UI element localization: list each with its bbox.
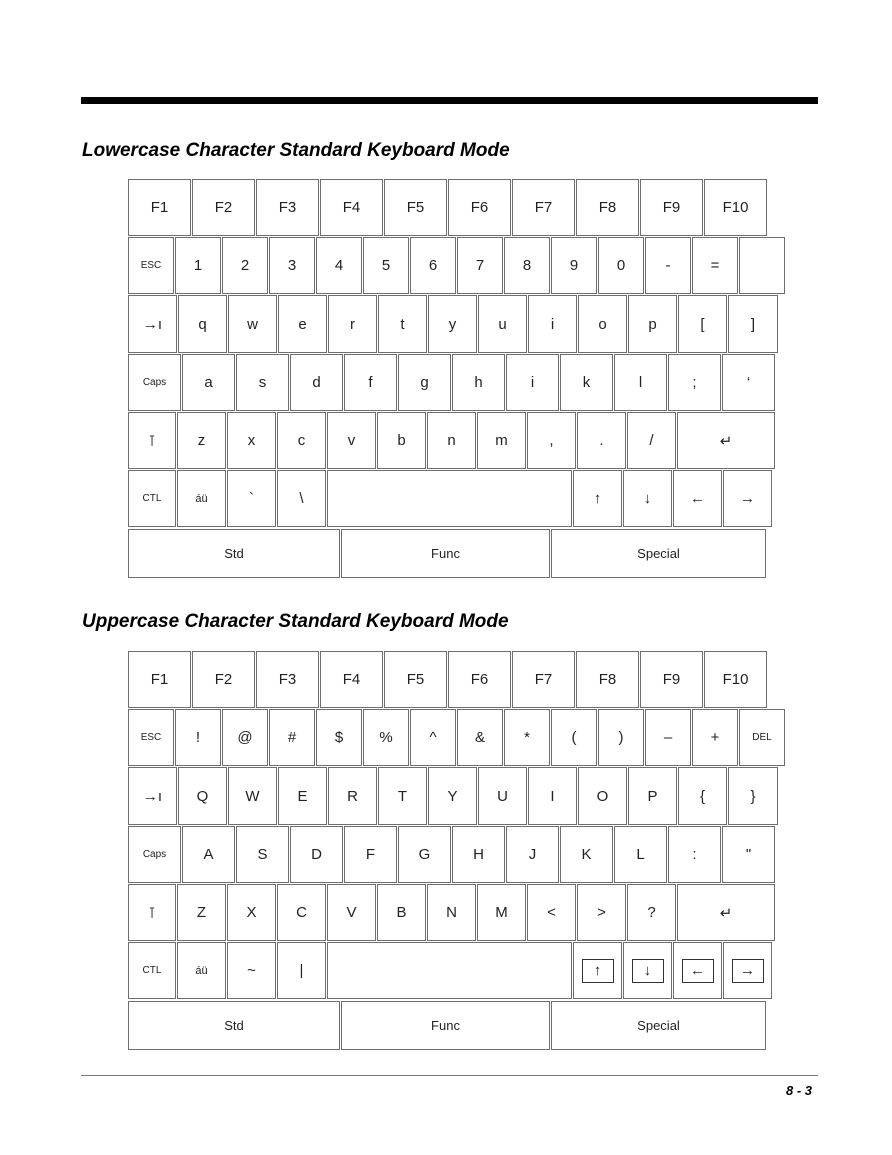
key-1[interactable]: 1 (175, 237, 221, 294)
key-u[interactable]: u (478, 295, 527, 353)
key-tab[interactable]: →ı (128, 767, 177, 825)
key-k[interactable]: k (560, 354, 613, 411)
key-caps[interactable]: Caps (128, 354, 181, 411)
key-space-bar[interactable] (327, 470, 572, 527)
key-f[interactable]: f (344, 354, 397, 411)
key-f5[interactable]: F5 (384, 179, 447, 236)
key-period[interactable]: . (577, 412, 626, 469)
key-right-paren[interactable]: ) (598, 709, 644, 766)
key-y[interactable]: Y (428, 767, 477, 825)
key-less-than[interactable]: < (527, 884, 576, 941)
key-f3[interactable]: F3 (256, 179, 319, 236)
key-double-quote[interactable]: " (722, 826, 775, 883)
key-j[interactable]: J (506, 826, 559, 883)
key-y[interactable]: y (428, 295, 477, 353)
uppercase-keyboard (128, 651, 772, 1050)
key-enter[interactable]: ↵ (677, 412, 775, 469)
key-z[interactable]: Z (177, 884, 226, 941)
key-r[interactable]: R (328, 767, 377, 825)
key-a[interactable]: a (182, 354, 235, 411)
key-shift[interactable]: ⊺ (128, 884, 176, 941)
key-down-arrow[interactable] (623, 942, 672, 999)
key-down-arrow-label: ↓ (632, 959, 664, 983)
key-b[interactable]: B (377, 884, 426, 941)
key-n[interactable]: n (427, 412, 476, 469)
key-d[interactable]: D (290, 826, 343, 883)
key-a[interactable]: A (182, 826, 235, 883)
key-f8[interactable]: F8 (576, 179, 639, 236)
key-quote[interactable]: ‘ (722, 354, 775, 411)
key-asterisk[interactable]: * (504, 709, 550, 766)
key-up-arrow[interactable] (573, 942, 622, 999)
key-m[interactable]: m (477, 412, 526, 469)
page-number: 8 - 3 (785, 1083, 812, 1098)
key-2[interactable]: 2 (222, 237, 268, 294)
key-x[interactable]: x (227, 412, 276, 469)
key-f5[interactable]: F5 (384, 651, 447, 708)
key-percent[interactable]: % (363, 709, 409, 766)
key-caps[interactable]: Caps (128, 826, 181, 883)
key-g[interactable]: G (398, 826, 451, 883)
key-greater-than[interactable]: > (577, 884, 626, 941)
key-l[interactable]: L (614, 826, 667, 883)
lowercase-keyboard (128, 179, 768, 578)
key-u[interactable]: U (478, 767, 527, 825)
key-b[interactable]: b (377, 412, 426, 469)
key-i[interactable]: I (528, 767, 577, 825)
key-ctl[interactable]: CTL (128, 470, 176, 527)
key-left-arrow[interactable] (673, 942, 722, 999)
key-left-brace[interactable]: { (678, 767, 727, 825)
key-x[interactable]: X (227, 884, 276, 941)
key-f[interactable]: F (344, 826, 397, 883)
key-9[interactable]: 9 (551, 237, 597, 294)
key-left-bracket[interactable]: [ (678, 295, 727, 353)
key-ctl[interactable]: CTL (128, 942, 176, 999)
key-hash[interactable]: # (269, 709, 315, 766)
key-left-arrow-label: ← (682, 959, 714, 983)
key-special[interactable]: Special (551, 529, 766, 578)
key-g[interactable]: g (398, 354, 451, 411)
key-m[interactable]: M (477, 884, 526, 941)
key-func[interactable]: Func (341, 1001, 550, 1050)
key-right-arrow[interactable] (723, 942, 772, 999)
key-f10[interactable]: F10 (704, 179, 767, 236)
key-t[interactable]: t (378, 295, 427, 353)
key-f10[interactable]: F10 (704, 651, 767, 708)
uppercase-section-title: Uppercase Character Standard Keyboard Mode (82, 611, 509, 632)
key-v[interactable]: V (327, 884, 376, 941)
key-right-arrow-label: → (732, 959, 764, 983)
key-left-arrow[interactable]: ← (673, 470, 722, 527)
key-f4[interactable]: F4 (320, 179, 383, 236)
key-w[interactable]: w (228, 295, 277, 353)
key-up-arrow[interactable]: ↑ (573, 470, 622, 527)
key-n[interactable]: N (427, 884, 476, 941)
key-shift[interactable]: ⊺ (128, 412, 176, 469)
key-dollar[interactable]: $ (316, 709, 362, 766)
key-q[interactable]: q (178, 295, 227, 353)
key-accent[interactable]: áü (177, 470, 226, 527)
key-tilde[interactable]: ~ (227, 942, 276, 999)
key-f2[interactable]: F2 (192, 651, 255, 708)
key-w[interactable]: W (228, 767, 277, 825)
key-h[interactable]: h (452, 354, 505, 411)
key-exclamation[interactable]: ! (175, 709, 221, 766)
key-f9[interactable]: F9 (640, 651, 703, 708)
key-at[interactable]: @ (222, 709, 268, 766)
key-semicolon[interactable]: ; (668, 354, 721, 411)
key-tab[interactable]: →ı (128, 295, 177, 353)
header-rule (81, 97, 818, 104)
key-3[interactable]: 3 (269, 237, 315, 294)
key-minus[interactable]: - (645, 237, 691, 294)
key-c[interactable]: C (277, 884, 326, 941)
key-up-arrow-label: ↑ (582, 959, 614, 983)
key-k[interactable]: K (560, 826, 613, 883)
key-l[interactable]: l (614, 354, 667, 411)
key-f7[interactable]: F7 (512, 651, 575, 708)
key-o[interactable]: o (578, 295, 627, 353)
key-down-arrow[interactable]: ↓ (623, 470, 672, 527)
key-e[interactable]: E (278, 767, 327, 825)
key-d[interactable]: d (290, 354, 343, 411)
key-z[interactable]: z (177, 412, 226, 469)
key-dash[interactable]: – (645, 709, 691, 766)
key-special[interactable]: Special (551, 1001, 766, 1050)
key-accent[interactable]: áü (177, 942, 226, 999)
key-equals[interactable]: = (692, 237, 738, 294)
key-f1[interactable]: F1 (128, 179, 191, 236)
key-backslash[interactable]: \ (277, 470, 326, 527)
key-question[interactable]: ? (627, 884, 676, 941)
key-5[interactable]: 5 (363, 237, 409, 294)
key-6[interactable]: 6 (410, 237, 456, 294)
key-plus[interactable]: + (692, 709, 738, 766)
key-i[interactable]: i (528, 295, 577, 353)
key-t[interactable]: T (378, 767, 427, 825)
key-e[interactable]: e (278, 295, 327, 353)
key-esc[interactable]: ESC (128, 709, 174, 766)
key-esc[interactable]: ESC (128, 237, 174, 294)
key-f4[interactable]: F4 (320, 651, 383, 708)
key-0[interactable]: 0 (598, 237, 644, 294)
key-h[interactable]: H (452, 826, 505, 883)
key-backtick[interactable]: ` (227, 470, 276, 527)
key-caret[interactable]: ^ (410, 709, 456, 766)
key-s[interactable]: S (236, 826, 289, 883)
key-slash[interactable]: / (627, 412, 676, 469)
key-f6[interactable]: F6 (448, 651, 511, 708)
lowercase-section-title: Lowercase Character Standard Keyboard Mode (82, 140, 510, 161)
key-f2[interactable]: F2 (192, 179, 255, 236)
key-f8[interactable]: F8 (576, 651, 639, 708)
key-p[interactable]: P (628, 767, 677, 825)
key-colon[interactable]: : (668, 826, 721, 883)
key-right-arrow[interactable]: → (723, 470, 772, 527)
key-right-bracket[interactable]: ] (728, 295, 778, 353)
key-i[interactable]: i (506, 354, 559, 411)
key-f6[interactable]: F6 (448, 179, 511, 236)
key-space-bar[interactable] (739, 237, 785, 294)
key-space-bar[interactable] (327, 942, 572, 999)
key-q[interactable]: Q (178, 767, 227, 825)
footer-rule (81, 1075, 818, 1076)
key-std[interactable]: Std (128, 529, 340, 578)
key-comma[interactable]: , (527, 412, 576, 469)
key-p[interactable]: p (628, 295, 677, 353)
key-7[interactable]: 7 (457, 237, 503, 294)
key-f3[interactable]: F3 (256, 651, 319, 708)
key-right-brace[interactable]: } (728, 767, 778, 825)
key-s[interactable]: s (236, 354, 289, 411)
key-left-paren[interactable]: ( (551, 709, 597, 766)
key-c[interactable]: c (277, 412, 326, 469)
key-std[interactable]: Std (128, 1001, 340, 1050)
key-f9[interactable]: F9 (640, 179, 703, 236)
key-pipe[interactable]: | (277, 942, 326, 999)
key-r[interactable]: r (328, 295, 377, 353)
key-4[interactable]: 4 (316, 237, 362, 294)
key-8[interactable]: 8 (504, 237, 550, 294)
key-ampersand[interactable]: & (457, 709, 503, 766)
key-enter[interactable]: ↵ (677, 884, 775, 941)
key-func[interactable]: Func (341, 529, 550, 578)
key-v[interactable]: v (327, 412, 376, 469)
key-f1[interactable]: F1 (128, 651, 191, 708)
key-del[interactable]: DEL (739, 709, 785, 766)
key-f7[interactable]: F7 (512, 179, 575, 236)
key-o[interactable]: O (578, 767, 627, 825)
